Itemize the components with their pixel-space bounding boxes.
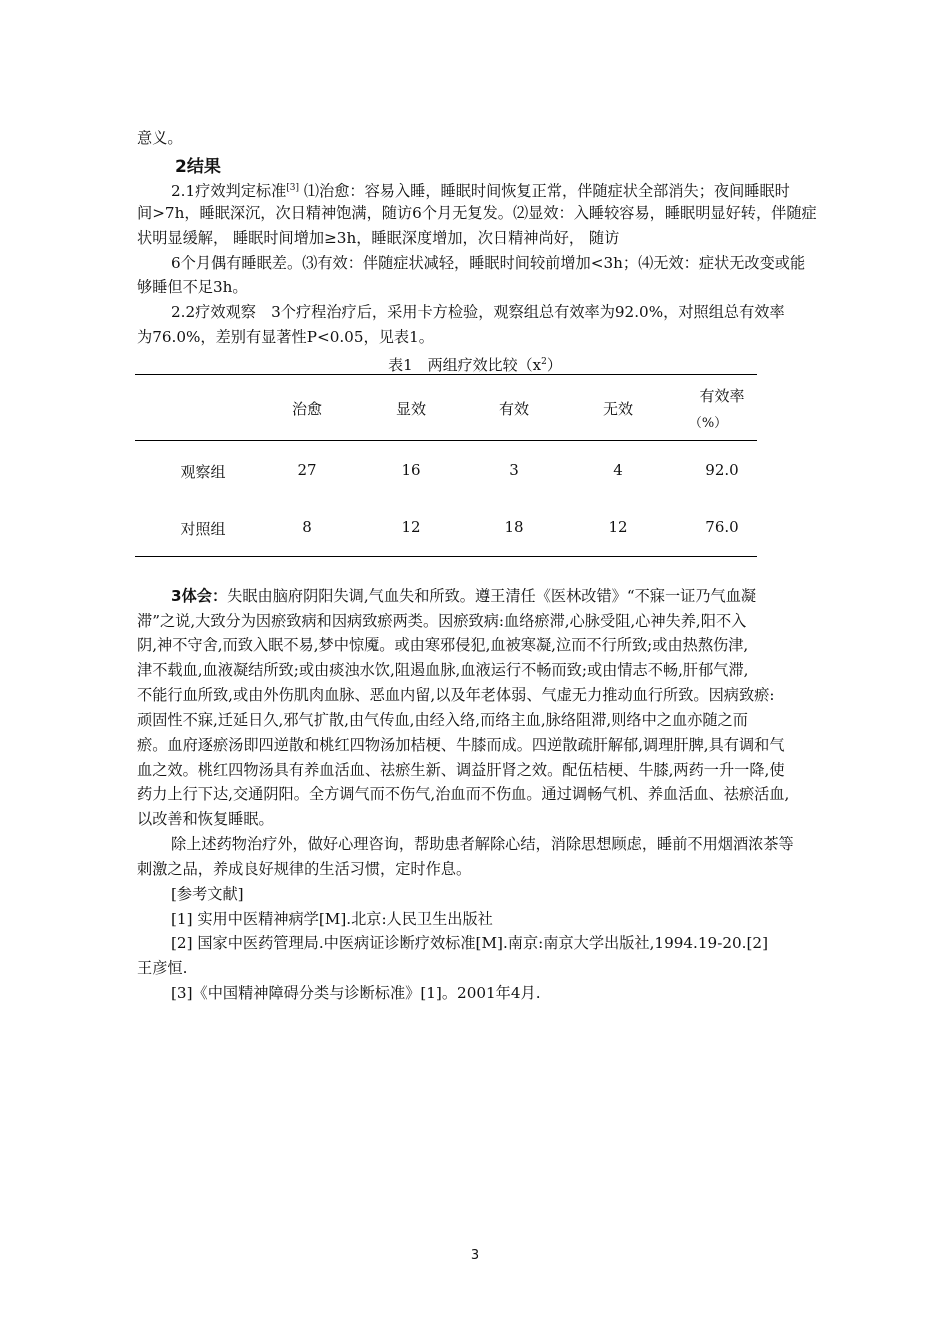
table-row-label: 观察组 bbox=[180, 463, 226, 481]
text-line: 意义。 bbox=[137, 129, 183, 147]
table-caption bbox=[0, 354, 950, 375]
table-top-rule bbox=[135, 374, 757, 375]
table-header-rule bbox=[135, 440, 757, 441]
table-bottom-rule bbox=[135, 556, 757, 557]
text-span: ⑴治愈：容易入睡，睡眠时间恢复正常，伴随症状全部消失；夜间睡眠时 bbox=[299, 182, 790, 200]
paragraph-line: 6个月偶有睡眠差。⑶有效：伴随症状减轻，睡眠时间较前增加<3h；⑷无效：症状无改变或能 bbox=[171, 254, 806, 272]
references-title: [参考文献] bbox=[171, 885, 244, 903]
table-header: 无效 bbox=[602, 400, 633, 418]
table-header: 有效率 bbox=[699, 387, 745, 405]
reference-item: [1] 实用中医精神病学[M].北京:人民卫生出版社 bbox=[171, 910, 493, 928]
reference-item: 王彦恒. bbox=[137, 959, 188, 977]
table-cell: 76.0 bbox=[705, 518, 739, 536]
table-cell: 4 bbox=[613, 461, 623, 479]
citation-superscript: [3] bbox=[286, 183, 300, 193]
table-cell: 12 bbox=[608, 518, 628, 536]
table-cell: 3 bbox=[509, 461, 519, 479]
reference-item: [2] 国家中医药管理局.中医病证诊断疗效标准[M].南京:南京大学出版社,1994.19-20.[2] bbox=[171, 934, 769, 952]
table-cell: 8 bbox=[302, 518, 312, 536]
table-header: 显效 bbox=[395, 400, 426, 418]
section-heading: 2结果 bbox=[175, 157, 221, 177]
paragraph-line bbox=[171, 178, 790, 201]
text-span: 失眠由脑府阴阳失调,气血失和所致。遵王清任《医林改错》“不寐一证乃气血凝 bbox=[227, 587, 757, 605]
table-cell: 12 bbox=[401, 518, 421, 536]
table-header: 治愈 bbox=[291, 400, 322, 418]
paragraph-line: 不能行血所致,或由外伤肌肉血脉、恶血内留,以及年老体弱、气虚无力推动血行所致。因病致瘀: bbox=[137, 686, 775, 704]
paragraph-line: 除上述药物治疗外，做好心理咨询，帮助患者解除心结，消除思想顾虑，睡前不用烟酒浓茶等 bbox=[171, 835, 794, 853]
section-heading: 3体会： bbox=[171, 587, 228, 605]
page-number: 3 bbox=[470, 1248, 480, 1263]
paragraph-line: 血之效。桃红四物汤具有养血活血、祛瘀生新、调益肝肾之效。配伍桔梗、牛膝,两药一升一降,使 bbox=[137, 761, 785, 779]
text-span: 2.1疗效判定标准 bbox=[171, 182, 287, 200]
table-header: 有效 bbox=[498, 400, 529, 418]
table-row-label: 对照组 bbox=[180, 520, 226, 538]
caption-text: 表1 两组疗效比较（x bbox=[388, 356, 542, 374]
paragraph-line: 状明显缓解， 睡眠时间增加≥3h，睡眠深度增加，次日精神尚好， 随访 bbox=[137, 229, 620, 247]
paragraph-line: 阴,神不守舍,而致入眠不易,梦中惊魇。或由寒邪侵犯,血被寒凝,泣而不行所致;或由热熬伤津, bbox=[137, 636, 749, 654]
table-cell: 16 bbox=[401, 461, 421, 479]
table-cell: 18 bbox=[504, 518, 524, 536]
table-header-unit: （%） bbox=[688, 416, 728, 431]
table-cell: 27 bbox=[297, 461, 317, 479]
paragraph-line: 津不载血,血液凝结所致;或由痰浊水饮,阻遏血脉,血液运行不畅而致;或由情志不畅,肝郁气滞, bbox=[137, 661, 749, 679]
caption-superscript: 2 bbox=[541, 357, 547, 367]
table-cell: 92.0 bbox=[705, 461, 739, 479]
paragraph-line: 2.2疗效观察 3个疗程治疗后，采用卡方检验，观察组总有效率为92.0%，对照组总有效率 bbox=[171, 303, 785, 321]
caption-text: ） bbox=[546, 356, 562, 374]
paragraph-line: 刺激之品，养成良好规律的生活习惯，定时作息。 bbox=[137, 860, 472, 878]
paragraph-line: 顽固性不寐,迁延日久,邪气扩散,由气传血,由经入络,而络主血,脉络阻滞,则络中之血亦随之而 bbox=[137, 711, 748, 729]
paragraph-line: 药力上行下达,交通阴阳。全方调气而不伤气,治血而不伤血。通过调畅气机、养血活血、祛瘀活血, bbox=[137, 785, 790, 803]
paragraph-line: 瘀。血府逐瘀汤即四逆散和桃红四物汤加桔梗、牛膝而成。四逆散疏肝解郁,调理肝脾,具有调和气 bbox=[137, 736, 785, 754]
paragraph-line: 够睡但不足3h。 bbox=[137, 278, 248, 296]
paragraph-line bbox=[171, 586, 756, 606]
paragraph-line: 为76.0%，差别有显著性P<0.05，见表1。 bbox=[137, 328, 434, 346]
reference-item: [3]《中国精神障碍分类与诊断标准》[1]。2001年4月. bbox=[171, 984, 541, 1002]
paragraph-line: 滞”之说,大致分为因瘀致病和因病致瘀两类。因瘀致病:血络瘀滞,心脉受阻,心神失养,阳不入 bbox=[137, 612, 747, 630]
paragraph-line: 间>7h，睡眠深沉，次日精神饱满，随访6个月无复发。⑵显效：入睡较容易，睡眠明显好转，伴随症 bbox=[137, 204, 817, 222]
paragraph-line: 以改善和恢复睡眠。 bbox=[137, 810, 274, 828]
